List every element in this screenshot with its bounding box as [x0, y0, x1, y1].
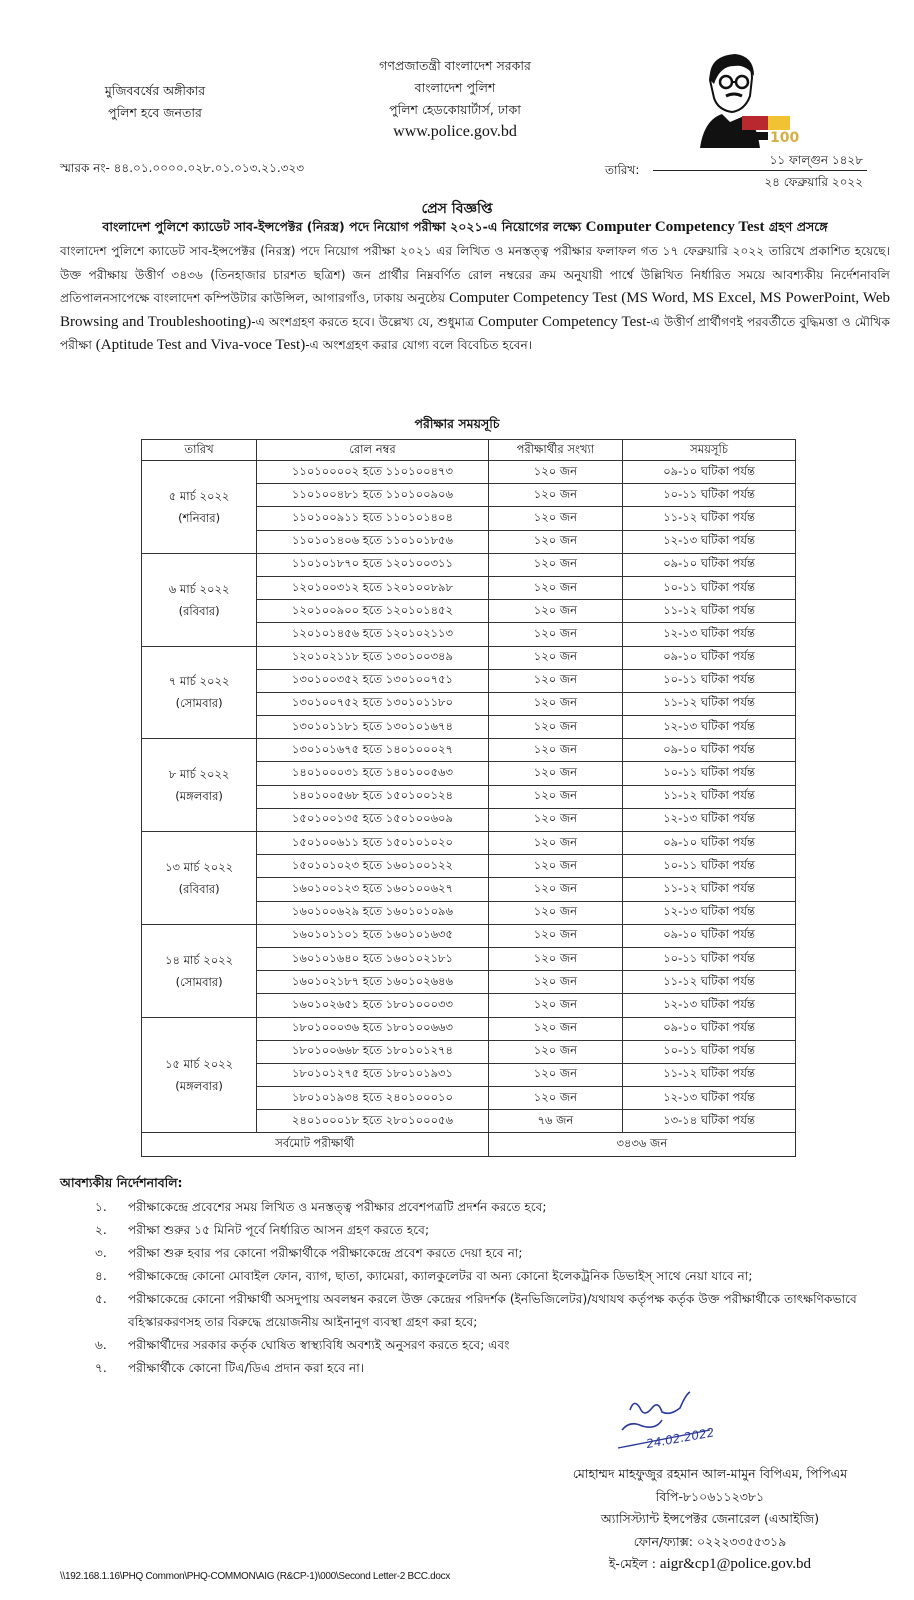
candidate-count: ১২০ জন [488, 600, 622, 623]
gov-name: গণপ্রজাতন্ত্রী বাংলাদেশ সরকার [379, 58, 531, 73]
signer-block [540, 1463, 880, 1576]
time-slot: ০৯-১০ ঘটিকা পর্যন্ত [623, 646, 796, 669]
body-text: -এ অংশগ্রহণ করতে হবে। উল্লেখ্য যে, শুধুমাত্র [251, 314, 479, 329]
candidate-count: ১২০ জন [488, 785, 622, 808]
signature [600, 1390, 730, 1460]
office-name: পুলিশ হেডকোয়ার্টার্স, ঢাকা [389, 102, 521, 117]
time-slot: ১০-১১ ঘটিকা পর্যন্ত [623, 576, 796, 599]
time-slot: ১২-১৩ ঘটিকা পর্যন্ত [623, 623, 796, 646]
press-release-title: প্রেস বিজ্ঞপ্তি [421, 201, 493, 217]
candidate-count: ১২০ জন [488, 924, 622, 947]
exam-date: ১৫ মার্চ ২০২২ [165, 1056, 234, 1071]
candidate-count: ১২০ জন [488, 762, 622, 785]
signer-phone: ফোন/ফ্যাক্স: ০২২২৩৩৫৫৩১৯ [633, 1533, 787, 1549]
signer-designation: অ্যাসিস্ট্যান্ট ইন্সপেক্টর জেনারেল (এআইজি) [600, 1511, 820, 1526]
candidate-count: ১২০ জন [488, 669, 622, 692]
table-row [142, 832, 796, 855]
exam-date: ১৪ মার্চ ২০২২ [165, 952, 234, 967]
exam-date-cell [142, 924, 257, 1017]
roll-range: ১৬০১০২১৮৭ হতে ১৬০১০২৬৪৬ [257, 971, 488, 994]
instruction-number: ৪. [95, 1269, 107, 1283]
schedule-body [142, 461, 796, 1133]
time-slot: ১১-১২ ঘটিকা পর্যন্ত [623, 971, 796, 994]
time-slot: ১২-১৩ ঘটিকা পর্যন্ত [623, 994, 796, 1017]
signer-bp: বিপি-৮১০৬১১২৩৮১ [655, 1488, 765, 1504]
roll-range: ১৬০১০০৬২৯ হতে ১৬০১০১০৯৬ [257, 901, 488, 924]
exam-date-cell [142, 461, 257, 554]
roll-range: ১১০১০১৮৭০ হতে ১২০১০০৩১১ [257, 553, 488, 576]
time-slot: ০৯-১০ ঘটিকা পর্যন্ত [623, 553, 796, 576]
exam-date-cell [142, 832, 257, 925]
roll-range: ১২০১০১৪৫৬ হতে ১২০১০২১১৩ [257, 623, 488, 646]
roll-range: ১১০১০০৯১১ হতে ১১০১০১৪০৪ [257, 507, 488, 530]
svg-text:100: 100 [770, 130, 800, 146]
mujib-100-logo [690, 50, 800, 150]
candidate-count: ১২০ জন [488, 553, 622, 576]
table-row [142, 553, 796, 576]
candidate-count: ১২০ জন [488, 646, 622, 669]
table-row [142, 739, 796, 762]
exam-date-cell [142, 646, 257, 739]
instruction-item [95, 1357, 895, 1380]
file-path: \\192.168.1.16\PHQ Common\PHQ-COMMON\AIG (R&CP-1)\000\Second Letter-2 BCC.docx [60, 1571, 451, 1582]
roll-range: ১৪০১০০৫৬৮ হতে ১৫০১০০১২৪ [257, 785, 488, 808]
instruction-text: পরীক্ষা শুরুর ১৫ মিনিট পূর্বে নির্ধারিত আসন গ্রহণ করতে হবে; [128, 1223, 430, 1237]
candidate-count: ১২০ জন [488, 692, 622, 715]
candidate-count: ১২০ জন [488, 1087, 622, 1110]
exam-weekday: (শনিবার) [178, 510, 221, 525]
instruction-text: পরীক্ষাকেন্দ্রে প্রবেশের সময় লিখিত ও মনস্তত্ত্ব পরীক্ষার প্রবেশপত্রটি প্রদর্শন করতে হবে; [128, 1200, 547, 1214]
exam-date: ৭ মার্চ ২০২২ [168, 674, 230, 689]
roll-range: ২৪০১০০০১৮ হতে ২৮০১০০০৫৬ [257, 1110, 488, 1133]
roll-range: ১১০১০১৪০৬ হতে ১১০১০১৮৫৬ [257, 530, 488, 553]
schedule-title: পরীক্ষার সময়সূচি [414, 416, 500, 431]
exam-date-cell [142, 1017, 257, 1133]
candidate-count: ১২০ জন [488, 808, 622, 831]
header-date: তারিখ [142, 440, 257, 461]
roll-range: ১৫০১০০৬১১ হতে ১৫০১০১০২০ [257, 832, 488, 855]
time-slot: ১১-১২ ঘটিকা পর্যন্ত [623, 507, 796, 530]
table-header-row [142, 440, 796, 461]
time-slot: ০৯-১০ ঘটিকা পর্যন্ত [623, 461, 796, 484]
instruction-item [95, 1242, 895, 1265]
instruction-text: পরীক্ষাকেন্দ্রে কোনো পরীক্ষার্থী অসদুপায় অবলম্বন করলে উক্ত কেন্দ্রের পরিদর্শক (ইনভিজিলেটর)/যথাযথ কর্তৃপক্ষ কর্তৃক উক্ত পরীক্ষার্থীকে তাৎক্ষণিকভাবে বহিস্কারকরণসহ তার বিরুদ্ধে প্রয়োজনীয় আইনানুগ ব্যবস্থা গ্রহণ করা হবে; [128, 1292, 857, 1329]
exam-weekday: (সোমবার) [175, 974, 223, 989]
candidate-count: ১২০ জন [488, 716, 622, 739]
body-text: বাংলাদেশ পুলিশে ক্যাডেট সাব-ইন্সপেক্টর (নিরস্ত্র) পদে নিয়োগ পরীক্ষা ২০২১ এর লিখিত ও মনস্তত্ত্ব পরীক্ষার ফলাফল গত ১৭ ফেব্রুয়ারি ২০২২ তারিখে প্রকাশিত হয়েছে। উক্ত পরীক্ষায় উত্তীর্ণ ৩৪৩৬ (তিনহাজার চারশত ছত্রিশ) জন প্রার্থীর নিম্নবর্ণিত রোল নম্বরের ক্রম অনুযায়ী পার্শ্বে উল্লিখিত নির্ধারিত সময়ে আবশ্যকীয় নির্দেশনাবলি প্রতিপালনসাপেক্ষে বাংলাদেশ কম্পিউটার কাউন্সিল, আগারগাঁও, ঢাকায় অনুষ্ঠেয় [60, 244, 890, 305]
candidate-count: ১২০ জন [488, 623, 622, 646]
candidate-count: ১২০ জন [488, 484, 622, 507]
time-slot: ১১-১২ ঘটিকা পর্যন্ত [623, 878, 796, 901]
instruction-number: ৩. [95, 1246, 107, 1260]
candidate-count: ১২০ জন [488, 947, 622, 970]
time-slot: ১১-১২ ঘটিকা পর্যন্ত [623, 1063, 796, 1086]
motto-line-2: পুলিশ হবে জনতার [108, 105, 202, 120]
candidate-count: ১২০ জন [488, 739, 622, 762]
candidate-count: ১২০ জন [488, 530, 622, 553]
instruction-number: ২. [95, 1223, 107, 1237]
body-text: -এ অংশগ্রহণ করার যোগ্য বলে বিবেচিত হবেন। [305, 338, 533, 352]
portrait-icon [690, 50, 800, 150]
motto-line-1: মুজিববর্ষের অঙ্গীকার [104, 83, 206, 98]
exam-weekday: (রবিবার) [178, 881, 220, 896]
roll-range: ১৩০১০১৬৭৫ হতে ১৪০১০০০২৭ [257, 739, 488, 762]
letterhead [300, 55, 610, 143]
header-roll: রোল নম্বর [257, 440, 488, 461]
instruction-item [95, 1219, 895, 1242]
header-count: পরীক্ষার্থীর সংখ্যা [488, 440, 622, 461]
time-slot: ১২-১৩ ঘটিকা পর্যন্ত [623, 530, 796, 553]
roll-range: ১৮০১০০০৩৬ হতে ১৮০১০০৬৬৩ [257, 1017, 488, 1040]
table-row [142, 646, 796, 669]
table-row [142, 924, 796, 947]
time-slot: ১০-১১ ঘটিকা পর্যন্ত [623, 484, 796, 507]
department-name: বাংলাদেশ পুলিশ [414, 80, 496, 95]
exam-weekday: (রবিবার) [178, 603, 220, 618]
instruction-number: ৭. [95, 1361, 107, 1375]
time-slot: ১০-১১ ঘটিকা পর্যন্ত [623, 947, 796, 970]
signer-email: aigr&cp1@police.gov.bd [659, 1556, 812, 1572]
roll-range: ১২০১০২১১৮ হতে ১৩০১০০৩৪৯ [257, 646, 488, 669]
candidate-count: ১২০ জন [488, 1040, 622, 1063]
table-row [142, 461, 796, 484]
time-slot: ১৩-১৪ ঘটিকা পর্যন্ত [623, 1110, 796, 1133]
time-slot: ১২-১৩ ঘটিকা পর্যন্ত [623, 901, 796, 924]
body-text-en: Computer Competency Test [478, 313, 647, 330]
instruction-text: পরীক্ষা শুরু হবার পর কোনো পরীক্ষার্থীকে পরীক্ষাকেন্দ্রে প্রবেশ করতে দেয়া হবে না; [128, 1246, 523, 1260]
exam-date-cell [142, 739, 257, 832]
instruction-text: পরীক্ষাকেন্দ্রে কোনো মোবাইল ফোন, ব্যাগ, ছাতা, ক্যামেরা, ক্যালকুলেটর বা অন্য কোনো ইলেকট্রনিক ডিভাইস্ সাথে নেয়া যাবে না; [128, 1269, 753, 1283]
time-slot: ১০-১১ ঘটিকা পর্যন্ত [623, 669, 796, 692]
email-label: ই-মেইল : [608, 1556, 660, 1571]
instruction-number: ১. [95, 1200, 107, 1214]
time-slot: ০৯-১০ ঘটিকা পর্যন্ত [623, 739, 796, 762]
roll-range: ১৩০১০০৩৫২ হতে ১৩০১০০৭৫১ [257, 669, 488, 692]
candidate-count: ১২০ জন [488, 971, 622, 994]
time-slot: ১০-১১ ঘটিকা পর্যন্ত [623, 855, 796, 878]
instructions-list [95, 1196, 895, 1380]
memo-number: স্মারক নং- ৪৪.০১.০০০০.০২৮.০১.০১৩.২১.৩২৩ [60, 161, 305, 175]
date-bangla: ১১ ফাল্গুন ১৪২৮ [769, 153, 863, 167]
time-slot: ১০-১১ ঘটিকা পর্যন্ত [623, 1040, 796, 1063]
roll-range: ১১০১০০৪৮১ হতে ১১০১০০৯০৬ [257, 484, 488, 507]
exam-weekday: (সোমবার) [175, 696, 223, 711]
time-slot: ১১-১২ ঘটিকা পর্যন্ত [623, 785, 796, 808]
roll-range: ১৩০১০০৭৫২ হতে ১৩০১০১১৮০ [257, 692, 488, 715]
roll-range: ১৪০১০০০৩১ হতে ১৪০১০০৫৬৩ [257, 762, 488, 785]
subject-english: Computer Competency Test [585, 219, 765, 235]
instruction-text: পরীক্ষার্থীকে কোনো টিএ/ডিএ প্রদান করা হবে না। [128, 1361, 365, 1375]
date-block [605, 150, 875, 194]
candidate-count: ১২০ জন [488, 1017, 622, 1040]
instruction-number: ৫. [95, 1292, 107, 1306]
time-slot: ১১-১২ ঘটিকা পর্যন্ত [623, 600, 796, 623]
exam-date-cell [142, 553, 257, 646]
exam-weekday: (মঙ্গলবার) [175, 789, 223, 804]
instruction-number: ৬. [95, 1338, 107, 1352]
instruction-item [95, 1334, 895, 1357]
roll-range: ১৫০১০১০২৩ হতে ১৬০১০০১২২ [257, 855, 488, 878]
instruction-text: পরীক্ষার্থীদের সরকার কর্তৃক ঘোষিত স্বাস্থ্যবিধি অবশ্যই অনুসরণ করতে হবে; এবং [128, 1338, 510, 1352]
time-slot: ১২-১৩ ঘটিকা পর্যন্ত [623, 808, 796, 831]
total-row [142, 1133, 796, 1156]
exam-date: ৫ মার্চ ২০২২ [168, 488, 230, 503]
candidate-count: ১২০ জন [488, 878, 622, 901]
subject-end: গ্রহণ প্রসঙ্গে [764, 219, 828, 234]
time-slot: ১০-১১ ঘটিকা পর্যন্ত [623, 762, 796, 785]
body-text-en: Computer Competency Test (MS Word, MS Excel, MS PowerPoint, Web Browsing and Troubleshooting) [60, 290, 890, 330]
candidate-count: ১২০ জন [488, 832, 622, 855]
header-time: সময়সূচি [623, 440, 796, 461]
candidate-count: ১২০ জন [488, 1063, 622, 1086]
subject-bangla: বাংলাদেশ পুলিশে ক্যাডেট সাব-ইন্সপেক্টর (নিরস্ত্র) পদে নিয়োগ পরীক্ষা ২০২১-এ নিয়োগের লক্ষ্যে [102, 219, 586, 234]
motto [60, 80, 250, 124]
roll-range: ১৬০১০২৬৫১ হতে ১৮০১০০০৩৩ [257, 994, 488, 1017]
signature-date: 24.02.2022 [645, 1425, 716, 1452]
candidate-count: ১২০ জন [488, 994, 622, 1017]
total-value: ৩৪৩৬ জন [488, 1133, 795, 1156]
time-slot: ১২-১৩ ঘটিকা পর্যন্ত [623, 716, 796, 739]
total-label: সর্বমোট পরীক্ষার্থী [142, 1133, 489, 1156]
roll-range: ১৮০১০০৬৬৮ হতে ১৮০১০১২৭৪ [257, 1040, 488, 1063]
roll-range: ১১০১০০০০২ হতে ১১০১০০৪৭৩ [257, 461, 488, 484]
exam-weekday: (মঙ্গলবার) [175, 1078, 223, 1093]
candidate-count: ১২০ জন [488, 901, 622, 924]
date-gregorian: ২৪ ফেব্রুয়ারি ২০২২ [764, 175, 863, 189]
candidate-count: ১২০ জন [488, 507, 622, 530]
table-row [142, 1017, 796, 1040]
candidate-count: ১২০ জন [488, 576, 622, 599]
roll-range: ১২০১০০৯০০ হতে ১২০১০১৪৫২ [257, 600, 488, 623]
roll-range: ১২০১০০৩১২ হতে ১২০১০০৮৯৮ [257, 576, 488, 599]
roll-range: ১৫০১০০১৩৫ হতে ১৫০১০০৬০৯ [257, 808, 488, 831]
signer-name: মোহাম্মদ মাহফুজুর রহমান আল-মামুন বিপিএম, পিপিএম [572, 1466, 848, 1481]
exam-date: ৮ মার্চ ২০২২ [168, 767, 230, 782]
website-url: www.police.gov.bd [393, 123, 517, 140]
date-divider [653, 170, 867, 171]
roll-range: ১৬০১০১১০১ হতে ১৬০১০১৬৩৫ [257, 924, 488, 947]
exam-date: ১৩ মার্চ ২০২২ [165, 859, 234, 874]
time-slot: ১১-১২ ঘটিকা পর্যন্ত [623, 692, 796, 715]
body-text: -এ উত্তীর্ণ প্রার্থীগণই পরবর্তীতে বুদ্ধিমত্তা ও মৌখিক পরীক্ষা [60, 314, 890, 352]
time-slot: ০৯-১০ ঘটিকা পর্যন্ত [623, 832, 796, 855]
roll-range: ১৩০১০১১৮১ হতে ১৩০১০১৬৭৪ [257, 716, 488, 739]
candidate-count: ১২০ জন [488, 461, 622, 484]
time-slot: ০৯-১০ ঘটিকা পর্যন্ত [623, 924, 796, 947]
roll-range: ১৮০১০১২৭৫ হতে ১৮০১০১৯৩১ [257, 1063, 488, 1086]
time-slot: ১২-১৩ ঘটিকা পর্যন্ত [623, 1087, 796, 1110]
time-slot: ০৯-১০ ঘটিকা পর্যন্ত [623, 1017, 796, 1040]
instructions-title: আবশ্যকীয় নির্দেশনাবলি: [60, 1175, 183, 1190]
instruction-item [95, 1265, 895, 1288]
schedule-table [141, 439, 796, 1157]
body-paragraph [60, 240, 890, 358]
roll-range: ১৬০১০১৬৪০ হতে ১৬০১০২১৮১ [257, 947, 488, 970]
candidate-count: ১২০ জন [488, 855, 622, 878]
subject-line [40, 219, 890, 239]
instruction-item [95, 1288, 895, 1334]
roll-range: ১৬০১০০১২৩ হতে ১৬০১০০৬২৭ [257, 878, 488, 901]
date-label: তারিখ: [605, 163, 640, 177]
candidate-count: ৭৬ জন [488, 1110, 622, 1133]
exam-date: ৬ মার্চ ২০২২ [168, 581, 230, 596]
instruction-item [95, 1196, 895, 1219]
body-text-en: (Aptitude Test and Viva-voce Test) [95, 337, 306, 353]
roll-range: ১৮০১০১৯৩৪ হতে ২৪০১০০০১০ [257, 1087, 488, 1110]
signature-scribble-icon [600, 1390, 730, 1460]
